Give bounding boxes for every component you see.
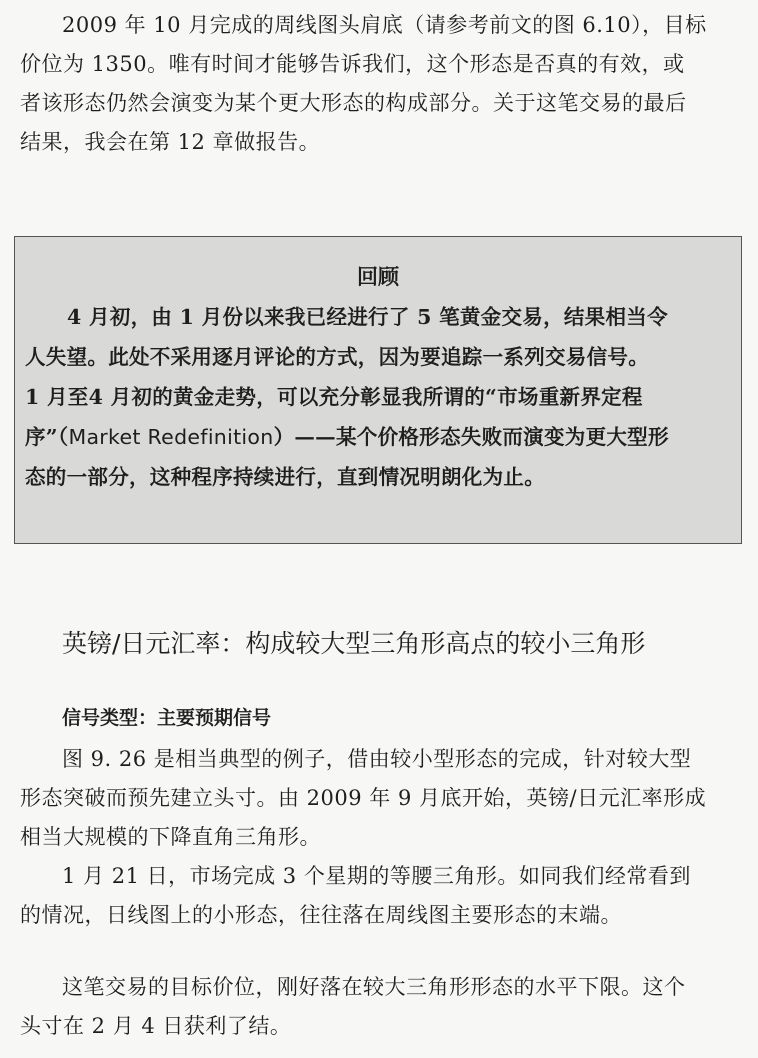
text-line: 结果，我会在第 12 章做报告。 <box>20 130 321 154</box>
text-line: 价位为 1350。唯有时间才能够告诉我们，这个形态是否真的有效，或 <box>20 52 685 76</box>
text-fragment: ）——某个价格形态失败而演变为更大型形 <box>273 425 669 449</box>
text-line: 相当大规模的下降直角三角形。 <box>20 825 321 849</box>
text-fragment: 序”（ <box>25 425 69 449</box>
text-line: 1 月 21 日，市场完成 3 个星期的等腰三角形。如同我们经常看到 <box>62 864 691 888</box>
text-line: 1 月至4 月初的黄金走势，可以充分彰显我所谓的“市场重新界定程 <box>25 385 643 409</box>
text-line: 头寸在 2 月 4 日获利了结。 <box>20 1014 292 1038</box>
text-line: 2009 年 10 月完成的周线图头肩底（请参考前文的图 6.10），目标 <box>62 13 707 37</box>
body-paragraph <box>20 968 740 1046</box>
text-line: 形态突破而预先建立头寸。由 2009 年 9 月底开始，英镑/日元汇率形成 <box>20 786 707 810</box>
text-line: 4 月初，由 1 月份以来我已经进行了 5 笔黄金交易，结果相当令 <box>67 305 668 329</box>
review-box <box>14 236 742 544</box>
text-line: 图 9. 26 是相当典型的例子，借由较小型形态的完成，针对较大型 <box>62 747 692 771</box>
section-heading: 英镑/日元汇率：构成较大型三角形高点的较小三角形 <box>62 629 646 658</box>
review-box-body <box>25 297 733 497</box>
intro-paragraph <box>20 6 740 162</box>
text-line: 这笔交易的目标价位，刚好落在较大三角形形态的水平下限。这个 <box>62 975 686 999</box>
body-paragraph <box>20 740 740 857</box>
market-redefinition-term: Market Redefinition <box>68 425 274 449</box>
text-line: 态的一部分，这种程序持续进行，直到情况明朗化为止。 <box>25 465 545 489</box>
signal-type-label: 信号类型：主要预期信号 <box>62 707 272 729</box>
text-line <box>25 417 733 457</box>
text-line: 人失望。此处不采用逐月评论的方式，因为要追踪一系列交易信号。 <box>25 345 649 369</box>
text-line: 者该形态仍然会演变为某个更大形态的构成部分。关于这笔交易的最后 <box>20 91 687 115</box>
body-paragraph <box>20 857 740 935</box>
review-box-title: 回顾 <box>357 265 399 289</box>
text-line: 的情况，日线图上的小形态，往往落在周线图主要形态的末端。 <box>20 903 622 927</box>
